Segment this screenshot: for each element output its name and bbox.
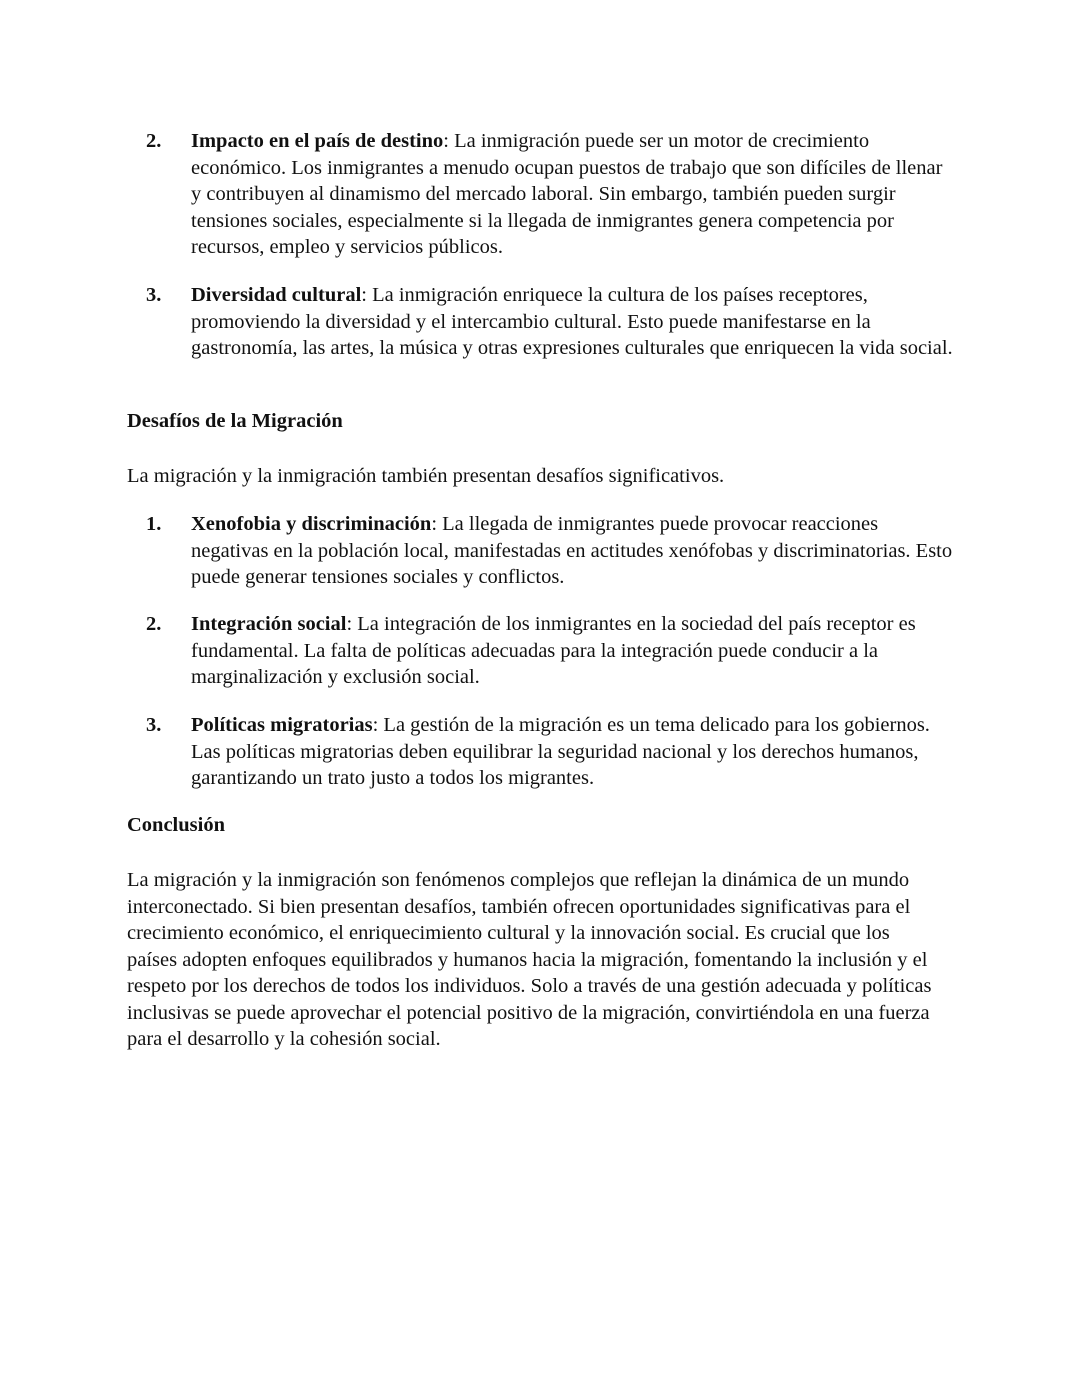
list-item-description: : La integración de los inmigrantes en la sociedad del país receptor es fundamental. La falta de políticas adecuadas para la integración puede conducir a la marginalización y exclusión social. [191,613,916,688]
list-item-term: Xenofobia y discriminación [191,513,432,535]
list-item-term: Políticas migratorias [191,714,373,736]
paragraph-conclusion: La migración y la inmigración son fenómenos complejos que reflejan la dinámica de un mundo interconectado. Si bien presentan desafíos, también ofrecen oportunidades significativas para el crecimiento económico, el enriquecimiento cultural y la innovación social. Es crucial que los países adopten enfoques equilibrados y humanos hacia la migración, fomentando la inclusión y el respeto por los derechos de todos los individuos. Solo a través de una gestión adecuada y políticas inclusivas se puede aprovechar el potencial positivo de la migración, convirtiéndola en una fuerza para el desarrollo y la cohesión social. [127,869,932,1050]
section-heading-conclusion: Conclusión [127,814,225,836]
list-number: 3. [146,284,162,306]
paragraph-intro-desafios: La migración y la inmigración también presentan desafíos significativos. [127,465,725,487]
list-item-term: Impacto en el país de destino [191,130,444,152]
list-item-description: : La inmigración enriquece la cultura de los países receptores, promoviendo la diversidad y el intercambio cultural. Esto puede manifestarse en la gastronomía, las artes, la música y otras expresiones culturales que enriquecen la vida social. [191,284,953,359]
list-item-text [191,611,957,691]
section-heading-desafios: Desafíos de la Migración [127,410,343,432]
list-item-description: : La inmigración puede ser un motor de crecimiento económico. Los inmigrantes a menudo ocupan puestos de trabajo que son difíciles de llenar y contribuyen al dinamismo del mercado laboral. Sin embargo, también pueden surgir tensiones sociales, especialmente si la llegada de inmigrantes genera competencia por recursos, empleo y servicios públicos. [191,130,943,258]
list-number: 2. [146,613,162,635]
list-item-text [191,282,957,362]
list-item-text [191,712,957,792]
list-number: 2. [146,130,162,152]
list-item-description: : La gestión de la migración es un tema delicado para los gobiernos. Las políticas migratorias deben equilibrar la seguridad nacional y los derechos humanos, garantizando un trato justo a todos los migrantes. [191,714,930,789]
list-item-text [191,128,957,261]
list-number: 1. [146,513,162,535]
list-item-description: : La llegada de inmigrantes puede provocar reacciones negativas en la población local, manifestadas en actitudes xenófobas y discriminatorias. Esto puede generar tensiones sociales y conflictos. [191,513,953,588]
list-item-term: Diversidad cultural [191,284,362,306]
list-number: 3. [146,714,162,736]
list-item-term: Integración social [191,613,347,635]
list-item-text [191,511,957,591]
